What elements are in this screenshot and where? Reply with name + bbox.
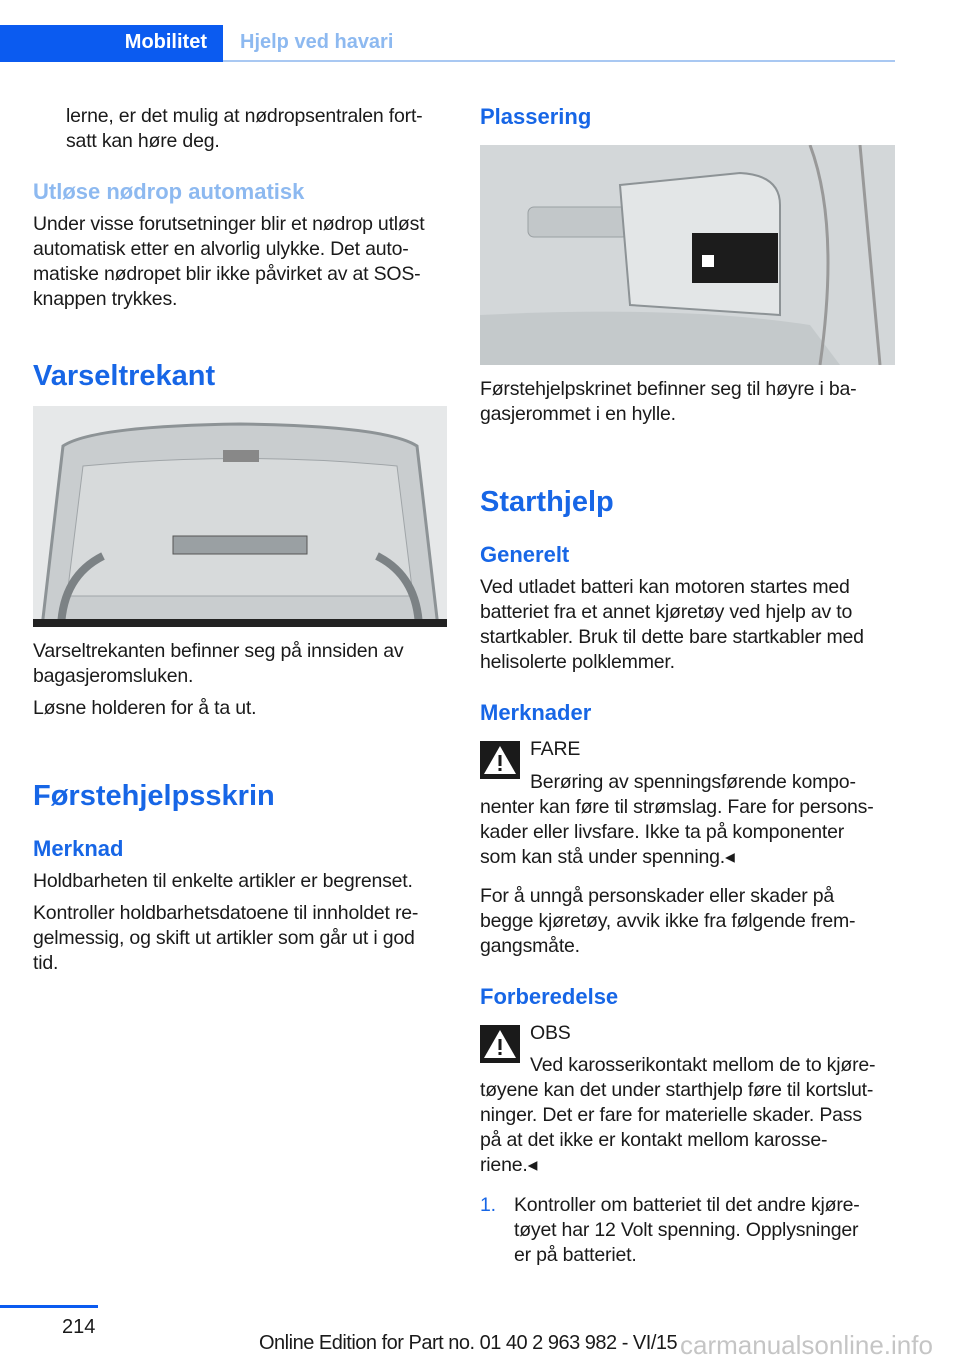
tab-underline [223,60,895,62]
tab-hjelp-ved-havari[interactable]: Hjelp ved havari [240,31,394,53]
tab-mobilitet[interactable]: Mobilitet [0,25,223,62]
fare-text: Berøring av spenningsførende kompo- nenter kan føre til strømslag. Fare for persons- kader eller livsfare. Ikke ta på komponenter som kan stå under spenning.◂ [480,771,874,868]
plassering-heading: Plassering [480,104,592,129]
varsel-text: Varseltrekanten befinner seg på innsiden av bagasjeromsluken. [33,640,404,687]
obs-label: OBS [530,1022,571,1044]
edition-text: Online Edition for Part no. 01 40 2 963 982 - VI/15 [259,1332,678,1354]
first-aid-location-image [480,145,895,365]
merknad-text-2: Kontroller holdbarhetsdatoene til innholdet re- gelmessig, og skift ut artikler som går ut i god tid. [33,902,419,974]
forstehjelp-heading: Førstehjelpsskrin [33,780,275,812]
merknader-heading: Merknader [480,700,592,725]
page-number: 214 [62,1316,96,1338]
merknad-text: Holdbarheten til enkelte artikler er begrenset. [33,870,413,892]
varseltrekant-heading: Varseltrekant [33,360,216,392]
generelt-text: Ved utladet batteri kan motoren startes med batteriet fra et annet kjøretøy ved hjelp av to startkabler. Bruk til dette bare startkabler med helisolerte polklemmer. [480,576,864,673]
starthjelp-heading: Starthjelp [480,486,614,518]
footer-accent-line [0,1305,98,1308]
fare-label: FARE [530,738,581,760]
merknad-heading: Merknad [33,836,124,861]
obs-text: Ved karosserikontakt mellom de to kjøre- tøyene kan det under starthjelp føre til kortslut- ninger. Det er fare for materielle skader. Pass på at det ikke er kontakt mellom karosse- riene.◂ [480,1054,876,1176]
trunk-lid-image [33,406,447,627]
varsel-text-2: Løsne holderen for å ta ut. [33,697,257,719]
plassering-text: Førstehjelpskrinet befinner seg til høyre i ba- gasjerommet i en hylle. [480,378,857,425]
auto-heading: Utløse nødrop automatisk [33,179,305,204]
step-text: Kontroller om batteriet til det andre kjøre- tøyet har 12 Volt spenning. Opplysninger er på batteriet. [514,1194,860,1266]
intro-text: lerne, er det mulig at nødropsentralen fort- satt kan høre deg. [66,105,423,152]
step-number: 1. [480,1194,496,1216]
unnga-text: For å unngå personskader eller skader på begge kjøretøy, avvik ikke fra følgende frem- gangsmåte. [480,885,856,957]
forberedelse-heading: Forberedelse [480,984,619,1009]
generelt-heading: Generelt [480,542,570,567]
auto-text: Under visse forutsetninger blir et nødrop utløst automatisk etter en alvorlig ulykke. Det auto- matiske nødropet blir ikke påvirket av at SOS- knappen trykkes. [33,213,425,310]
watermark: carmanualsonline.info [680,1330,933,1360]
